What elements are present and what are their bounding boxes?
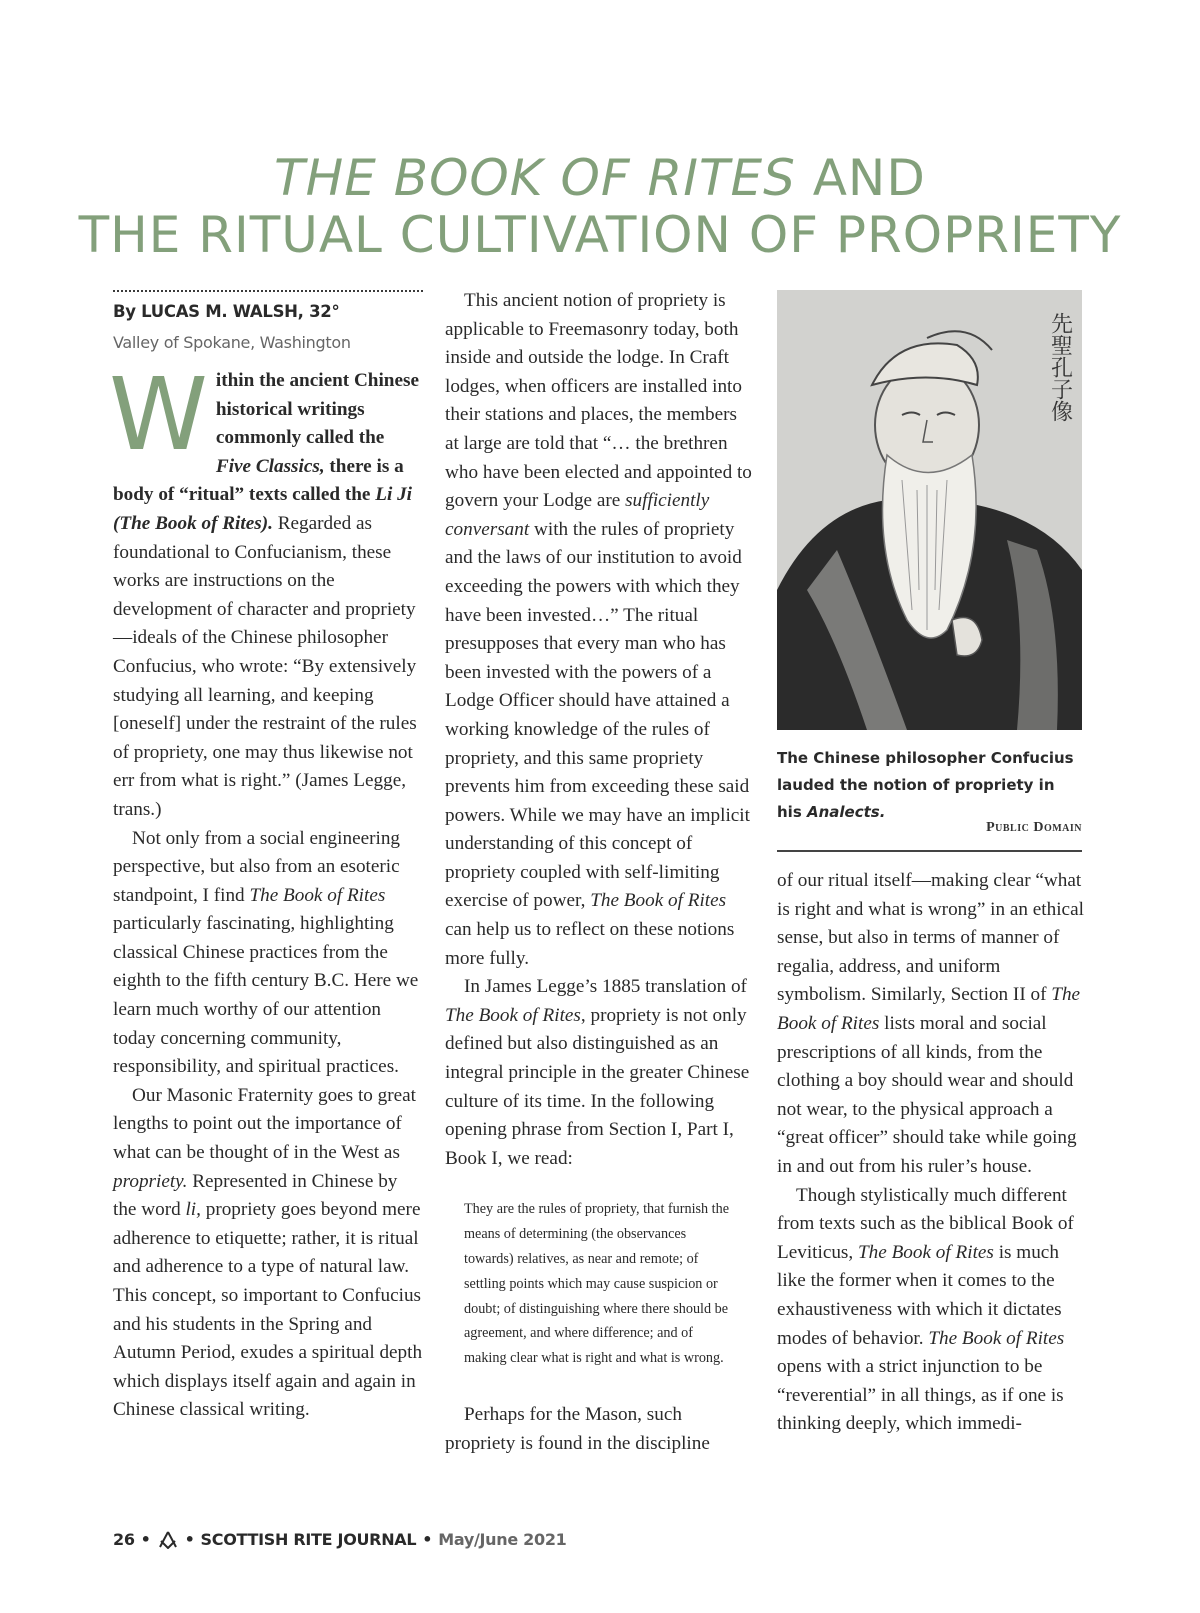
portrait-inscription: 先聖孔子像 [1047,312,1073,422]
book-title: The Book of Rites [858,1241,994,1263]
book-title: The Book of Rites [590,890,727,912]
body-text: , propriety is not only defined but also distinguished as an integral principle in the greater Chinese culture of its time. In the following opening phrase from Section I, Part I, Book I, we read: [445,1004,750,1169]
body-text: is much like the former when it comes to the exhaustiveness with which it dictates modes of behavior. [777,1241,1062,1349]
page-number: 26 [113,1530,135,1549]
book-title: The Book of Rites [445,1004,581,1026]
author-valley: Valley of Spokane, Washington [113,333,351,352]
body-text: opens with a strict injunction to be “reverential” in all things, as if one is thinking deeply, which immedi- [777,1356,1064,1435]
body-text: In James Legge’s 1885 translation of [464,976,747,998]
paragraph: Perhaps for the Mason, such propriety is found in the discipline [445,1403,710,1454]
page-footer [113,1530,567,1549]
book-title: The Book of Rites [928,1327,1065,1349]
body-text: Not only from a social engineering perspective, but also from an esoteric standpoint, I find [113,827,401,906]
body-text: particularly fascinating, highlighting classical Chinese practices from the eighth to the fifth century B.C. Here we learn much worthy of our attention today concerning community, responsibility, and spiritual practices. [113,913,419,1078]
photo-credit: Public Domain [986,820,1082,835]
paragraph [113,825,423,1082]
caption-text: The Chinese philosopher Confucius lauded the notion of propriety in his [777,749,1074,821]
paragraph [445,973,755,1173]
bullet: • [422,1530,433,1549]
emphasis: sufficiently conversant [445,490,710,540]
paragraph [113,1082,423,1425]
square-compass-icon [157,1531,179,1549]
body-text: Our Masonic Fraternity goes to great lengths to point out the importance of what can be thought of in the West as [113,1084,417,1164]
bullet: • [184,1530,195,1549]
paragraph [777,867,1087,1182]
block-quote: They are the rules of propriety, that furnish the means of determining (the observances towards) relatives, as near and remote; of settling points which may cause suspicion or doubt; of distinguishing where there should be agreement, and where difference; and of making clear what is right and what is wrong. [464,1201,730,1367]
issue-date: May/June 2021 [438,1530,567,1549]
lead-li-ji: Li Ji (The Book of Rites). [113,484,412,534]
author-byline: By LUCAS M. WALSH, 32° [113,302,340,321]
article-title [0,150,1200,264]
caption-analects: Analects. [806,803,886,821]
dotted-divider [113,290,423,292]
paragraph [445,287,755,973]
drop-cap: W [109,356,208,473]
paragraph [109,356,423,825]
paragraph [777,1182,1087,1439]
body-text: lists moral and social prescriptions of all kinds, from the clothing a boy should wear and should not wear, to the physical approach a “great officer” should take while going in and out from his ruler’s house. [777,1012,1077,1177]
book-title: The Book of Rites [249,884,386,906]
body-text: This ancient notion of propriety is applicable to Freemasonry today, both inside and outside the lodge. In Craft lodges, when officers are installed into their stations and places, the members at large are told that “… the brethren who have been elected and appointed to govern your Lodge are [445,290,752,512]
body-text: Represented in Chinese by the word [113,1170,398,1221]
confucius-portrait [777,290,1082,730]
body-text: propriety goes beyond mere adherence to etiquette; rather, it is ritual and adherence to a type of natural law. This concept, so important to Confucius and his students in the Spring and Autumn Period, exudes a spiritual depth which displays itself again and again in Chinese classical writing. [113,1199,423,1421]
journal-name: SCOTTISH RITE JOURNAL [200,1530,417,1549]
emphasis: propriety. [113,1170,188,1192]
body-text: Though stylistically much different from texts such as the biblical Book of Leviticus, [777,1184,1074,1263]
caption-rule [777,850,1082,852]
body-text: Regarded as foundational to Confucianism, these works are instructions on the development of character and propriety—ideals of the Chinese philosopher Confucius, who wrote: “By extensively studying all learning, and keeping [oneself] under the restraint of the rules of propriety, one may thus likewise not err from what is right.” (James Legge, trans.) [113,512,417,820]
body-text: can help us to reflect on these notions more fully. [445,919,735,969]
book-title: The Book of Rites [777,984,1081,1034]
column-1 [109,356,423,1425]
column-3 [777,867,1087,1439]
lead-five-classics: Five Classics, [215,455,325,477]
body-text: of our ritual itself—making clear “what is right and what is wrong” in an ethical sense, but also in terms of manner of regalia, address, and uniform symbolism. Similarly, Section II of [777,870,1084,1006]
lead-text: there is a body of “ritual” texts called the [113,455,404,506]
column-2 [445,287,755,1458]
bullet: • [140,1530,151,1549]
body-text: with the rules of propriety and the laws of our institution to avoid exceeding the powers with which they have been invested…” The ritual presupposes that every man who has been invested with the powers of a Lodge Officer should have attained a working knowledge of the rules of propriety, and this same propriety prevents him from exceeding these said powers. While we may have an implicit understanding of this concept of propriety coupled with self-limiting exercise of power, [445,518,750,912]
title-line2: THE RITUAL CULTIVATION OF PROPRIETY [78,206,1122,264]
lead-text: ithin the ancient Chinese historical writings commonly called the [215,370,419,449]
photo-caption [777,745,1082,826]
title-book-name: THE BOOK OF RITES [274,149,796,207]
emphasis: li, [185,1199,201,1221]
title-and: AND [795,149,926,207]
